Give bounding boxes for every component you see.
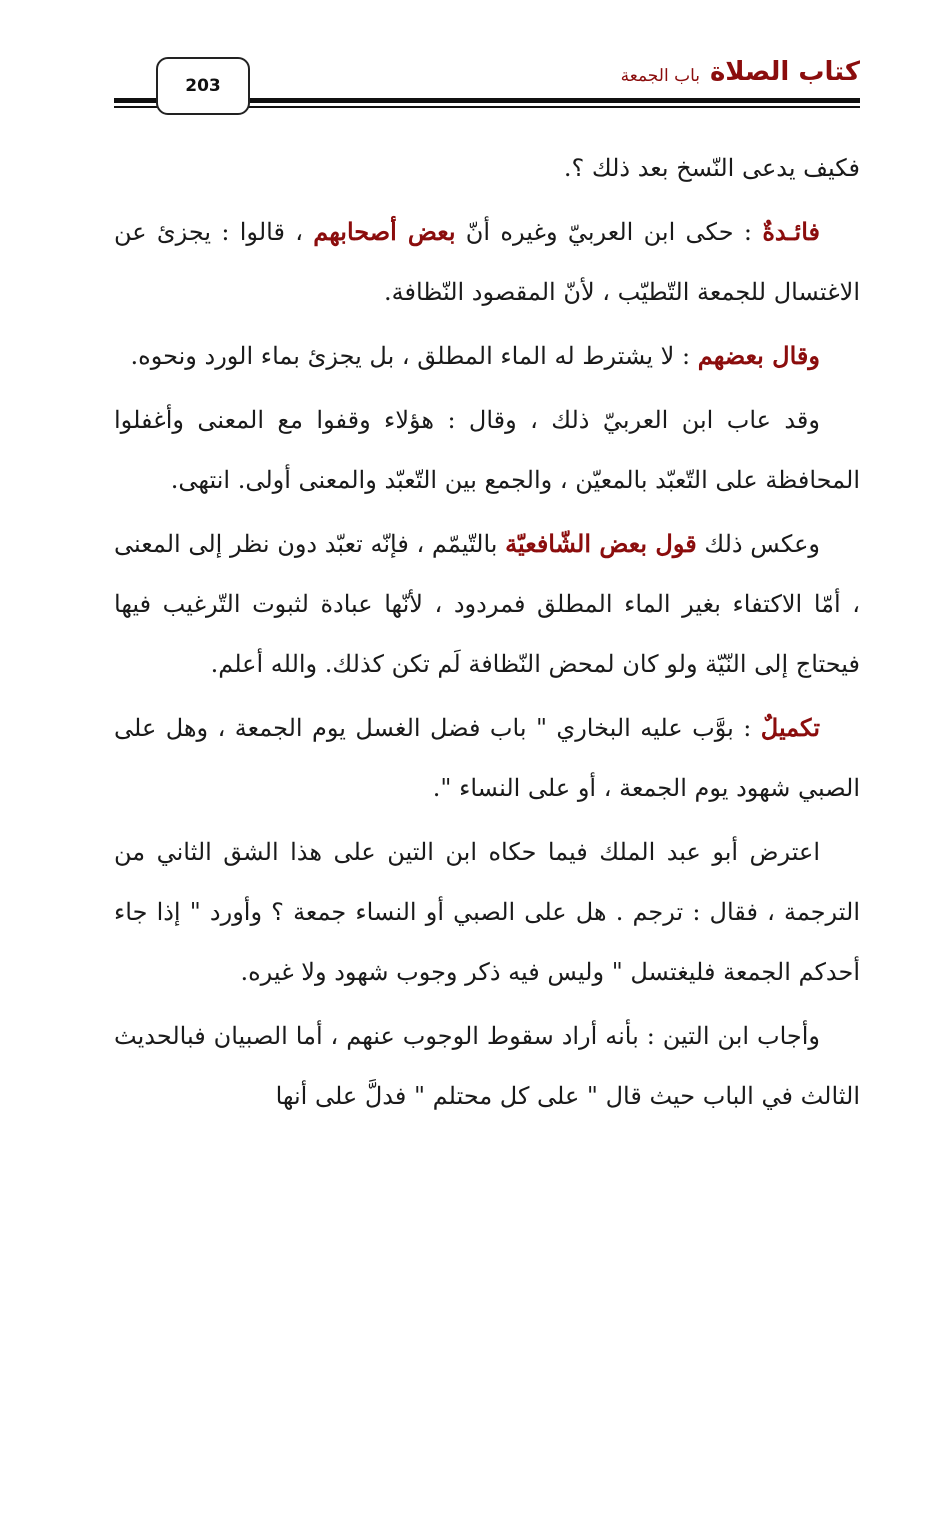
page-body xyxy=(114,138,860,1130)
paragraph-2-text-a: : حكى ابن العربيّ وغيره أنّ xyxy=(455,218,763,246)
chapter-title: باب الجمعة xyxy=(620,66,700,86)
paragraph-5-highlight: قول بعض الشّافعيّة xyxy=(505,529,697,558)
faida-label: فائـدةٌ xyxy=(762,217,820,246)
paragraph-8 xyxy=(114,1006,860,1126)
book-title: كتاب الصلاة xyxy=(709,57,860,87)
paragraph-3-highlight: وقال بعضهم xyxy=(697,341,820,370)
paragraph-8-text: وأجاب ابن التين : بأنه أراد سقوط الوجوب عنهم ، أما الصبيان فبالحديث الثالث في الباب حيث قال " على كل محتلم " فدلَّ على أنها xyxy=(114,1022,860,1110)
paragraph-1 xyxy=(114,138,860,198)
paragraph-5 xyxy=(114,514,860,694)
takmil-label: تكميلٌ xyxy=(760,713,820,742)
page-number: 203 xyxy=(185,76,221,96)
paragraph-2-highlight: بعض أصحابهم xyxy=(313,217,456,246)
paragraph-7-text: اعترض أبو عبد الملك فيما حكاه ابن التين على هذا الشق الثاني من الترجمة ، فقال : ترجم . هل على الصبي أو النساء جمعة ؟ وأورد " إذا جاء أحدكم الجمعة فليغتسل " وليس فيه ذكر وجوب شهود ولا غيره. xyxy=(114,838,860,986)
page-number-box xyxy=(156,57,250,115)
paragraph-3-text: : لا يشترط له الماء المطلق ، بل يجزئ بماء الورد ونحوه. xyxy=(130,342,698,370)
paragraph-7 xyxy=(114,822,860,1002)
paragraph-2 xyxy=(114,202,860,322)
paragraph-1-text: فكيف يدعى النّسخ بعد ذلك ؟. xyxy=(563,154,860,182)
paragraph-4 xyxy=(114,390,860,510)
paragraph-4-text: وقد عاب ابن العربيّ ذلك ، وقال : هؤلاء وقفوا مع المعنى وأغفلوا المحافظة على التّعبّد بالمعيّن ، والجمع بين التّعبّد والمعنى أولى. انتهى. xyxy=(114,406,860,494)
paragraph-2-text-b: ، قالوا : يجزئ عن الاغتسال للجمعة التّطيّب ، لأنّ المقصود النّظافة. xyxy=(114,218,860,306)
paragraph-5-text-a: وعكس ذلك xyxy=(696,530,820,558)
paragraph-6 xyxy=(114,698,860,818)
paragraph-6-text: : بوَّب عليه البخاري " باب فضل الغسل يوم الجمعة ، وهل على الصبي شهود يوم الجمعة ، أو على النساء ". xyxy=(114,714,860,802)
paragraph-5-text-b: بالتّيمّم ، فإنّه تعبّد دون نظر إلى المعنى ، أمّا الاكتفاء بغير الماء المطلق فمردود ، لأنّها عبادة لثبوت التّرغيب فيها فيحتاج إلى النّيّة ولو كان لمحض النّظافة لَم تكن كذلك. والله أعلم. xyxy=(114,530,860,678)
page-header xyxy=(114,55,860,115)
paragraph-3 xyxy=(114,326,860,386)
